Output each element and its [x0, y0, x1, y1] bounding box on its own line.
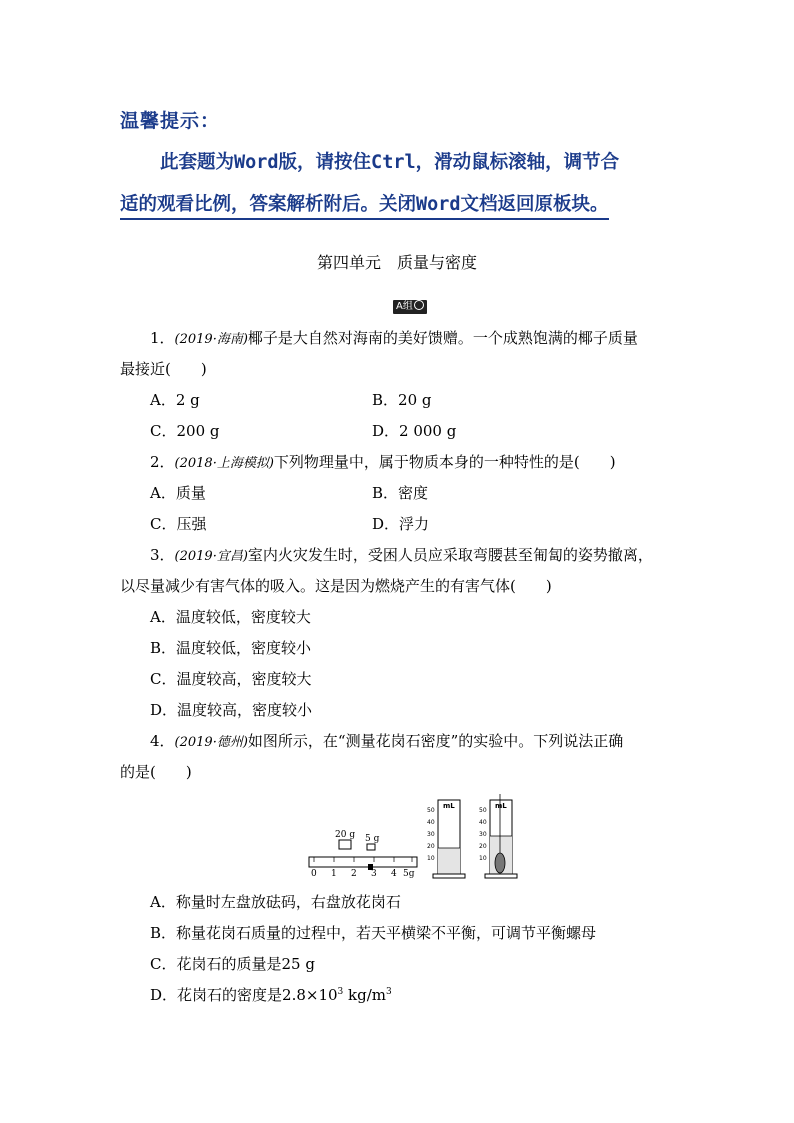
q3-option-b: B．温度较低，密度较小 — [150, 639, 312, 657]
q3-stem: 3．(2019·宜昌)室内火灾发生时，受困人员应采取弯腰甚至匍匐的姿势撤离， — [150, 546, 653, 564]
magnifier-icon — [414, 300, 424, 310]
scale-bar — [309, 857, 417, 867]
weight-20g-label: 20 g — [335, 830, 356, 840]
q1-option-c: C．200 g — [150, 422, 220, 440]
q2-option-c: C．压强 — [150, 515, 207, 533]
scale-ticks — [314, 857, 412, 862]
cylinder-2 — [479, 794, 517, 878]
weight-5g-label: 5 g — [365, 834, 380, 844]
experiment-figure — [305, 790, 525, 880]
q1-stem: 1．(2019·海南)椰子是大自然对海南的美好馈赠。一个成熟饱满的椰子质量 — [150, 329, 638, 347]
cyl2-tick-40: 40 — [479, 819, 487, 826]
scale-labels — [311, 869, 415, 879]
q2-stem: 2．(2018·上海模拟)下列物理量中，属于物质本身的一种特性的是( ) — [150, 453, 616, 471]
q2-option-a: A．质量 — [150, 484, 206, 502]
cylinder-1-unit: mL — [443, 802, 455, 810]
q4-option-b: B．称量花岗石质量的过程中，若天平横梁不平衡，可调节平衡螺母 — [150, 924, 597, 942]
cyl2-tick-20: 20 — [479, 843, 487, 850]
cylinder-2-unit: mL — [495, 802, 507, 810]
cyl1-tick-20: 20 — [427, 843, 435, 850]
tip-line-2: 适的观看比例，答案解析附后。关闭Word文档返回原板块。 — [120, 190, 609, 220]
q1-stem-2: 最接近( ) — [120, 360, 207, 378]
granite-stone — [495, 853, 505, 873]
q4-stem: 4．(2019·德州)如图所示，在“测量花岗石密度”的实验中。下列说法正确 — [150, 732, 624, 750]
cyl1-tick-10: 10 — [427, 855, 435, 862]
q2-option-d: D．浮力 — [372, 515, 430, 533]
cyl1-tick-40: 40 — [427, 819, 435, 826]
scale-label-1: 1 — [331, 869, 337, 879]
q3-option-c: C．温度较高，密度较大 — [150, 670, 312, 688]
cyl2-tick-30: 30 — [479, 831, 487, 838]
unit-title: 第四单元 质量与密度 — [316, 253, 477, 272]
scale-label-5: 5g — [403, 869, 415, 879]
scale-label-2: 2 — [351, 869, 357, 879]
q3-option-a: A．温度较低，密度较大 — [150, 608, 311, 626]
q4-stem-2: 的是( ) — [120, 763, 192, 781]
scale-label-4: 4 — [391, 869, 397, 879]
scale-label-3: 3 — [371, 869, 377, 879]
cyl1-tick-30: 30 — [427, 831, 435, 838]
q4-option-d: D．花岗石的密度是$2.8\times 10^3$ $kg/m^3$ — [150, 986, 392, 1004]
weight-20g — [339, 840, 351, 849]
cylinder-1 — [427, 800, 465, 878]
q4-option-c: C．花岗石的质量是25 g — [150, 955, 315, 973]
q3-option-d: D．温度较高，密度较小 — [150, 701, 313, 719]
scale-label-0: 0 — [311, 869, 317, 879]
q2-option-b: B．密度 — [372, 484, 429, 502]
group-badge: A组 — [393, 300, 427, 314]
tip-title: 温馨提示： — [120, 110, 221, 132]
q1-option-a: A．2 g — [150, 391, 200, 409]
tip-line-1: 此套题为Word版，请按住Ctrl，滑动鼠标滚轴，调节合 — [160, 152, 620, 173]
cyl2-tick-50: 50 — [479, 807, 487, 814]
cyl2-tick-10: 10 — [479, 855, 487, 862]
q1-option-d: D．2 000 g — [372, 422, 457, 440]
q4-option-a: A．称量时左盘放砝码，右盘放花岗石 — [150, 893, 401, 911]
q3-stem-2: 以尽量减少有害气体的吸入。这是因为燃烧产生的有害气体( ) — [120, 577, 552, 595]
q1-option-b: B．20 g — [372, 391, 432, 409]
cyl1-tick-50: 50 — [427, 807, 435, 814]
weight-5g — [367, 844, 375, 850]
